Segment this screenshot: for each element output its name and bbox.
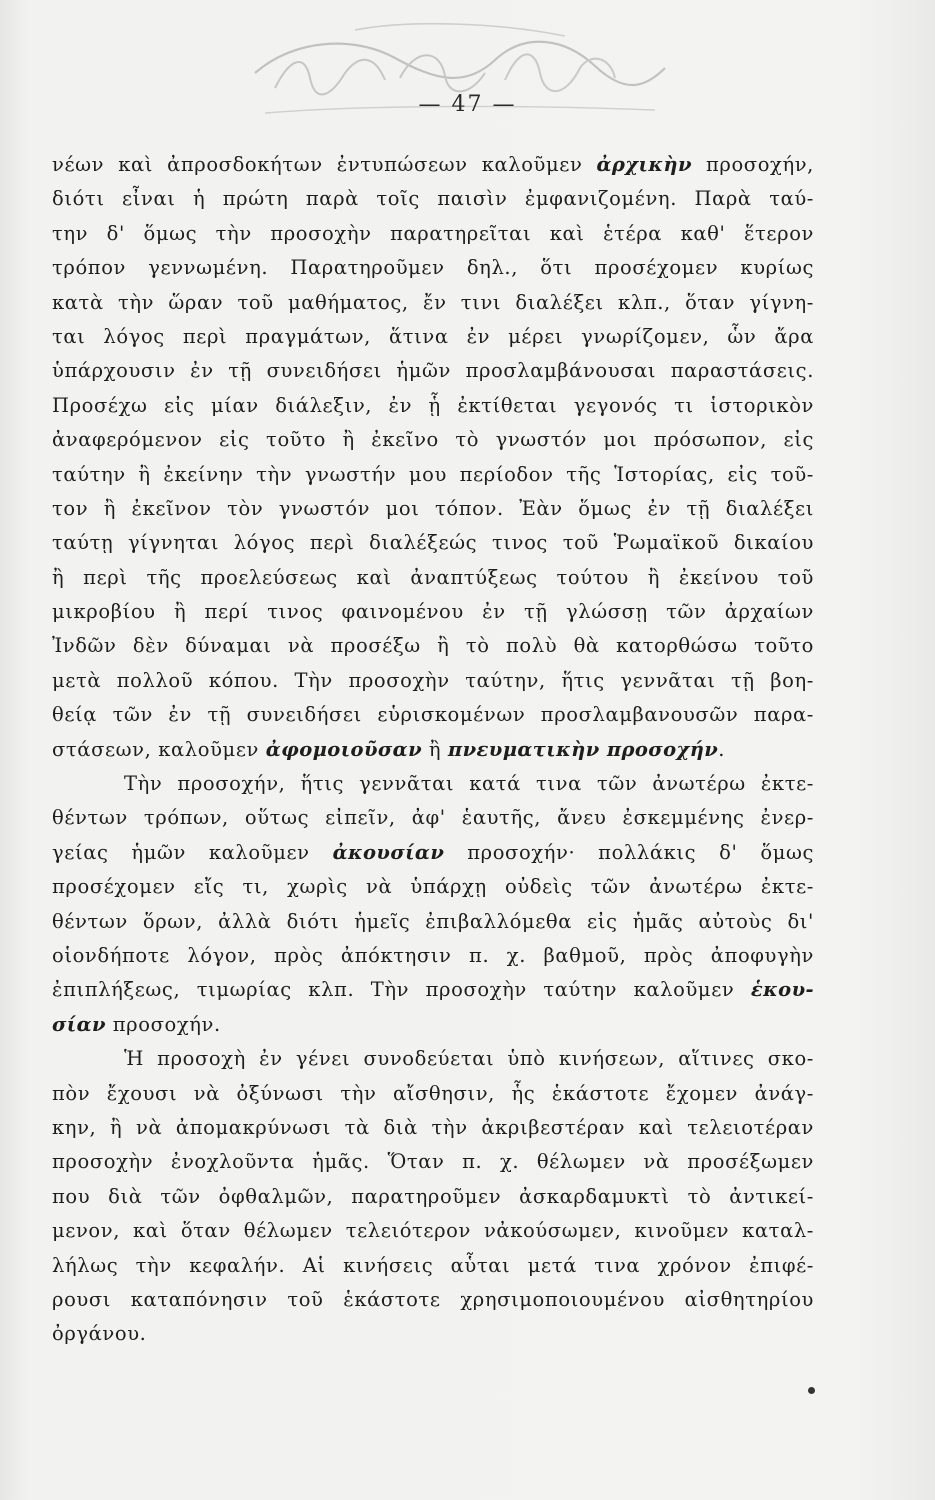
line-text: προσοχήν· πολλάκις δ' ὅμως bbox=[444, 840, 814, 864]
line-text: Ἰνδῶν δὲν δύναμαι νὰ προσέξω ἢ τὸ πολὺ θὰ κατορθώσω τοῦτο bbox=[52, 634, 814, 658]
text-line bbox=[52, 973, 814, 1007]
line-text: κατὰ τὴν ὥραν τοῦ μαθήματος, ἔν τινι διαλέξει κλπ., ὅταν γίγνη- bbox=[52, 290, 814, 314]
line-text: ται λόγος περὶ πραγμάτων, ἅτινα ἐν μέρει γνωρίζομεν, ὧν ἄρα bbox=[52, 324, 814, 348]
page-number: — 47 — bbox=[418, 92, 517, 117]
text-line bbox=[52, 286, 814, 320]
text-line bbox=[52, 870, 814, 904]
text-line bbox=[52, 1283, 814, 1317]
line-text: ἐπιπλήξεως, τιμωρίας κλπ. Τὴν προσοχὴν ταύτην καλοῦμεν bbox=[52, 978, 751, 1002]
line-text: τον ἢ ἐκεῖνον τὸν γνωστόν μοι τόπον. Ἐὰν ὅμως ἐν τῇ διαλέξει bbox=[52, 496, 814, 520]
line-text: θέντων ὅρων, ἀλλὰ διότι ἡμεῖς ἐπιβαλλόμεθα εἰς ἡμᾶς αὐτοὺς δι' bbox=[52, 909, 814, 933]
ink-speck bbox=[808, 1387, 815, 1394]
text-line bbox=[52, 698, 814, 732]
line-text: ρουσι καταπόνησιν τοῦ ἑκάστοτε χρησιμοποιουμένου αἰσθητηρίου bbox=[52, 1287, 814, 1311]
line-text: μενον, καὶ ὅταν θέλωμεν τελειότερον νἀκούσωμεν, κινοῦμεν καταλ- bbox=[52, 1219, 814, 1243]
text-line bbox=[52, 526, 814, 560]
text-line bbox=[52, 767, 814, 801]
line-text: γείας ἡμῶν καλοῦμεν bbox=[52, 840, 333, 864]
text-line bbox=[52, 939, 814, 973]
text-line bbox=[52, 217, 814, 251]
emphasized-term: σίαν bbox=[52, 1012, 106, 1036]
line-text: Προσέχω εἰς μίαν διάλεξιν, ἐν ᾗ ἐκτίθεται γεγονός τι ἱστορικὸν bbox=[52, 393, 814, 417]
line-text: προσοχὴν ἐνοχλοῦντα ἡμᾶς. Ὅταν π. χ. θέλωμεν νὰ προσέξωμεν bbox=[52, 1150, 814, 1174]
text-line bbox=[52, 1077, 814, 1111]
line-text: Τὴν προσοχήν, ἥτις γεννᾶται κατά τινα τῶν ἀνωτέρω ἐκτε- bbox=[124, 772, 814, 796]
text-line bbox=[52, 801, 814, 835]
text-line bbox=[52, 251, 814, 285]
text-line bbox=[52, 182, 814, 216]
line-text: λήλως τὴν κεφαλήν. Αἱ κινήσεις αὗται μετά τινα χρόνον ἐπιφέ- bbox=[52, 1253, 814, 1277]
text-line bbox=[52, 1111, 814, 1145]
text-line bbox=[52, 629, 814, 663]
text-line bbox=[52, 320, 814, 354]
line-text: θείᾳ τῶν ἐν τῇ συνειδήσει εὑρισκομένων προσλαμβανουσῶν παρα- bbox=[52, 703, 814, 727]
line-text: . bbox=[718, 737, 726, 761]
line-text: ὑπάρχουσιν ἐν τῇ συνειδήσει ἡμῶν προσλαμβάνουσαι παραστάσεις. bbox=[52, 359, 814, 383]
line-text: ταύτῃ γίγνηται λόγος περὶ διαλέξεώς τινος τοῦ Ῥωμαϊκοῦ δικαίου bbox=[52, 531, 814, 555]
text-line bbox=[52, 458, 814, 492]
text-line bbox=[52, 389, 814, 423]
text-line bbox=[52, 1008, 814, 1042]
text-line bbox=[52, 423, 814, 457]
line-text: την δ' ὅμως τὴν προσοχὴν παρατηρεῖται καὶ ἑτέρα καθ' ἕτερον bbox=[52, 221, 814, 245]
text-line bbox=[52, 1180, 814, 1214]
line-text: στάσεων, καλοῦμεν bbox=[52, 737, 266, 761]
emphasized-term: ἀκουσίαν bbox=[332, 840, 445, 864]
line-text: που διὰ τῶν ὀφθαλμῶν, παρατηροῦμεν ἀσκαρδαμυκτὶ τὸ ἀντικεί- bbox=[52, 1184, 814, 1208]
text-line bbox=[52, 595, 814, 629]
line-text: μικροβίου ἢ περί τινος φαινομένου ἐν τῇ γλώσσῃ τῶν ἀρχαίων bbox=[52, 600, 814, 624]
line-text: διότι εἶναι ἡ πρώτη παρὰ τοῖς παισὶν ἐμφανιζομένη. Παρὰ ταύ- bbox=[52, 187, 814, 211]
line-text: θέντων τρόπων, οὕτως εἰπεῖν, ἀφ' ἑαυτῆς, ἄνευ ἐσκεμμένης ἐνερ- bbox=[52, 806, 814, 830]
line-text: ταύτην ἢ ἐκείνην τὴν γνωστήν μου περίοδον τῆς Ἱστορίας, εἰς τοῦ- bbox=[52, 462, 814, 486]
line-text: ἀναφερόμενον εἰς τοῦτο ἢ ἐκεῖνο τὸ γνωστόν μοι πρόσωπον, εἰς bbox=[52, 428, 814, 452]
text-line bbox=[52, 148, 814, 182]
line-text: ἢ περὶ τῆς προελεύσεως καὶ ἀναπτύξεως τούτου ἢ ἐκείνου τοῦ bbox=[52, 565, 814, 589]
line-text: προσέχομεν εἴς τι, χωρὶς νὰ ὑπάρχῃ οὐδεὶς τῶν ἀνωτέρω ἐκτε- bbox=[52, 875, 814, 899]
line-text: ἢ bbox=[422, 737, 448, 761]
line-text: ὀργάνου. bbox=[52, 1322, 147, 1346]
text-line bbox=[52, 1317, 814, 1351]
text-line bbox=[52, 1145, 814, 1179]
line-text: μετὰ πολλοῦ κόπου. Τὴν προσοχὴν ταύτην, ἥτις γεννᾶται τῇ βοη- bbox=[52, 668, 814, 692]
line-text: οἱονδήποτε λόγον, πρὸς ἀπόκτησιν π. χ. βαθμοῦ, πρὸς ἀποφυγὴν bbox=[52, 943, 814, 967]
text-line bbox=[52, 836, 814, 870]
line-text: κην, ἢ νὰ ἀπομακρύνωσι τὰ διὰ τὴν ἀκριβεστέραν καὶ τελειοτέραν bbox=[52, 1115, 814, 1139]
line-text: προσοχήν, bbox=[691, 153, 814, 176]
body-text bbox=[52, 148, 814, 1352]
text-line bbox=[52, 492, 814, 526]
emphasized-term: ἀρχικὴν bbox=[596, 153, 692, 176]
emphasized-term: πνευματικὴν προσοχήν bbox=[447, 737, 719, 761]
line-text: Ἡ προσοχὴ ἐν γένει συνοδεύεται ὑπὸ κινήσεων, αἵτινες σκο- bbox=[124, 1047, 814, 1071]
text-line bbox=[52, 354, 814, 388]
line-text: προσοχήν. bbox=[105, 1012, 221, 1036]
text-line bbox=[52, 1249, 814, 1283]
text-line bbox=[52, 664, 814, 698]
line-text: τρόπον γεννωμένη. Παρατηροῦμεν δηλ., ὅτι προσέχομεν κυρίως bbox=[52, 256, 814, 280]
text-line bbox=[52, 905, 814, 939]
line-text: πὸν ἔχουσι νὰ ὀξύνωσι τὴν αἴσθησιν, ἧς ἑκάστοτε ἔχομεν ἀνάγ- bbox=[52, 1081, 814, 1105]
emphasized-term: ἑκου- bbox=[750, 978, 814, 1002]
text-line bbox=[52, 1042, 814, 1076]
text-line bbox=[52, 1214, 814, 1248]
text-line bbox=[52, 733, 814, 767]
text-line bbox=[52, 561, 814, 595]
line-text: νέων καὶ ἀπροσδοκήτων ἐντυπώσεων καλοῦμεν bbox=[52, 153, 597, 176]
emphasized-term: ἀφομοιοῦσαν bbox=[265, 737, 423, 761]
